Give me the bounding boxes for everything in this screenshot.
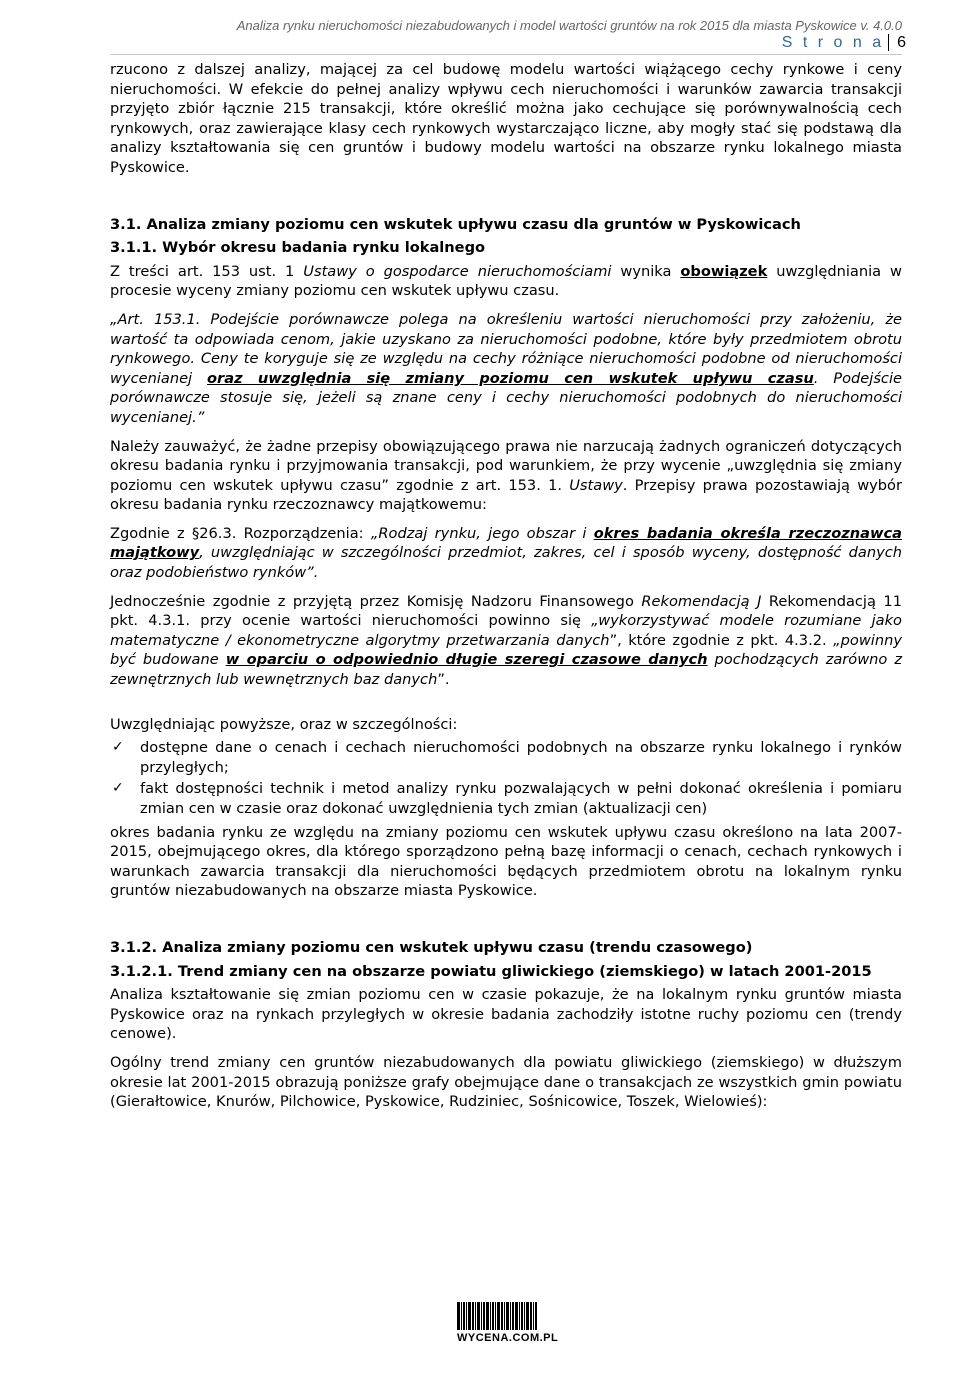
barcode-logo-icon [457, 1302, 549, 1330]
header-divider [110, 54, 902, 55]
checkmark-icon: ✓ [112, 780, 124, 797]
obligation-emphasis: obowiązek [680, 262, 768, 280]
page-number-block [0, 34, 906, 52]
paragraph-paragraph-26-3: Zgodnie z §26.3. Rozporządzenia: „Rodzaj rynku, jego obszar i okres badania określa rzeczoznawca majątkowy, uwzględniając w szczególności przedmiot, zakres, cel i sposób wyceny, dostępność danych oraz podobieństwo rynków”. [110, 524, 903, 582]
paragraph-regulations: Należy zauważyć, że żadne przepisy obowiązującego prawa nie narzucają żadnych ograniczeń dotyczących okresu badania rynku i przyjmowania transakcji, pod warunkiem, że przy wycenie „uwzględnia się zmiany poziomu cen wskutek upływu czasu” zgodnie z art. 153. 1. Ustawy. Przepisy prawa pozostawiają wybór okresu badania rynku rzeczoznawcy majątkowemu: [110, 437, 902, 514]
paragraph-intro: rzucono z dalszej analizy, mającej za cel budowę modelu wartości wiążącego cechy rynkowe i ceny nieruchomości. W efekcie do pełnej analizy wpływu cech nieruchomości i warunków zawarcia transakcji przyjęto zbiór łącznie 215 transakcji, które określić można jako cechujące się porównywalnością cech rynkowych, oraz zawierające klasy cech rynkowych wystarczająco liczne, aby mogły stać się podstawą dla analizy kształtowania się cen gruntów i budowy modelu wartości na obszarze rynku lokalnego miasta Pyskowice. [110, 61, 902, 176]
paragraph-quote-art-153-1: „Art. 153.1. Podejście porównawcze polega na określeniu wartości nieruchomości przy założeniu, że wartość ta odpowiada cenom, jakie uzyskano za nieruchomości podobne, które były przedmiotem obrotu rynkowego. Ceny te koryguje się ze względu na cechy różniące nieruchomości podobne od nieruchomości wycenianej oraz uwzględnia się zmiany poziomu cen wskutek upływu czasu. Podejście porównawcze stosuje się, jeżeli są znane ceny i cechy nieruchomości podobnych do nieruchomości wycenianej.” [110, 310, 902, 426]
list-item: ✓ fakt dostępności technik i metod analizy rynku pozwalających w pełni dokonać określenia i pomiaru zmian cen w czasie oraz dokonać uwzględnienia tych zmian (aktualizacji cen) [112, 780, 902, 817]
paragraph-research-period: okres badania rynku ze względu na zmiany poziomu cen wskutek upływu czasu określono na lata 2007-2015, obejmującego okres, dla którego sporządzono pełną bazę informacji o cenach, cechach rynkowych i warunkach zawarcia transakcji dla nieruchomości będących przedmiotem obrotu na lokalnym rynku gruntów niezabudowanych na obszarze miasta Pyskowice. [110, 823, 902, 900]
wycena-logo [457, 1302, 559, 1344]
section-heading-3-1-1: 3.1.1. Wybór okresu badania rynku lokalnego [110, 239, 486, 257]
paragraph-considering: Uwzględniając powyższe, oraz w szczególności: [110, 715, 458, 733]
section-heading-3-1-2: 3.1.2. Analiza zmiany poziomu cen wskutek upływu czasu (trendu czasowego) [110, 938, 753, 956]
page-label: S t r o n a [781, 34, 885, 51]
document-body [110, 60, 902, 1121]
section-heading-3-1: 3.1. Analiza zmiany poziomu cen wskutek upływu czasu dla gruntów w Pyskowicach [110, 215, 801, 233]
section-heading-3-1-2-1: 3.1.2.1. Trend zmiany cen na obszarze powiatu gliwickiego (ziemskiego) w latach 2001-2015 [110, 962, 872, 980]
checkmark-icon: ✓ [112, 739, 124, 756]
page-number: 6 [888, 34, 906, 51]
paragraph-art-153: Z treści art. 153 ust. 1 Ustawy o gospodarce nieruchomościami wynika obowiązek uwzględniania w procesie wyceny zmiany poziomu cen wskutek upływu czasu. [110, 262, 902, 300]
paragraph-analysis: Analiza kształtowanie się zmian poziomu cen w czasie pokazuje, że na lokalnym rynku gruntów miasta Pyskowice oraz na rynkach przyległych w okresie badania zachodziły istotne ruchy poziomu cen (trendy cenowe). [110, 986, 902, 1043]
list-item: ✓ dostępne dane o cenach i cechach nieruchomości podobnych na obszarze rynku lokalnego i rynków przyległych; [112, 739, 902, 776]
checklist [110, 738, 902, 818]
document-header-title: Analiza rynku nieruchomości niezabudowanych i model wartości gruntów na rok 2015 dla miasta Pyskowice v. 4.0.0 [236, 18, 902, 33]
paragraph-knf-recommendation: Jednocześnie zgodnie z przyjętą przez Komisję Nadzoru Finansowego Rekomendacją J Rekomendacją 11 pkt. 4.3.1. przy ocenie wartości nieruchomości powinno się „wykorzystywać modele rozumiane jako matematyczne / ekonometryczne algorytmy przetwarzania danych”, które zgodnie z pkt. 4.3.2. „powinny być budowane w oparciu o odpowiednio długie szeregi czasowe danych pochodzących zarówno z zewnętrznych lub wewnętrznych baz danych”. [110, 592, 903, 689]
paragraph-general-trend: Ogólny trend zmiany cen gruntów niezabudowanych dla powiatu gliwickiego (ziemskiego) w dłuższym okresie lat 2001-2015 obrazują poniższe grafy obejmujące dane o transakcjach ze wszystkich gmin powiatu (Gierałtowice, Knurów, Pilchowice, Pyskowice, Rudziniec, Sośnicowice, Toszek, Wielowieś): [110, 1053, 902, 1111]
logo-text: WYCENA.COM.PL [457, 1332, 559, 1344]
